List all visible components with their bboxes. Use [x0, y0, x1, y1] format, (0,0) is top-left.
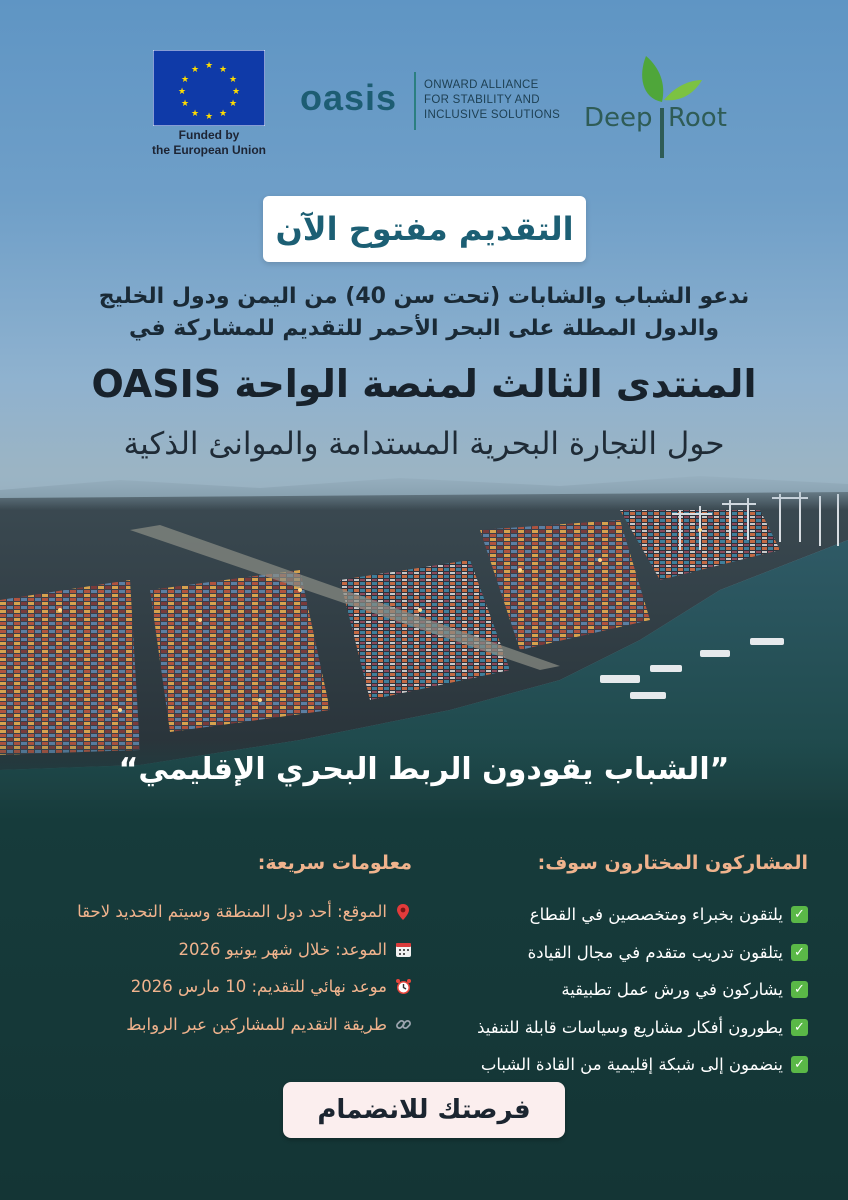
- svg-text:★: ★: [204, 61, 214, 71]
- quick-info-list: [72, 893, 412, 1043]
- list-item: [72, 893, 412, 931]
- link-icon: [394, 1015, 412, 1033]
- join-opportunity-button[interactable]: [283, 1082, 565, 1138]
- list-item: [72, 931, 412, 969]
- participant-benefit: ينضمون إلى شبكة إقليمية من القادة الشباب: [480, 1055, 783, 1075]
- port-photo: [0, 470, 848, 800]
- deeproot-logo: [582, 50, 737, 160]
- quick-info-deadline: موعد نهائي للتقديم: 10 مارس 2026: [130, 977, 387, 997]
- slogan: ”الشباب يقودون الربط البحري الإقليمي“: [118, 752, 730, 787]
- svg-text:★: ★: [180, 99, 190, 109]
- oasis-logo-subtitle: [424, 78, 560, 123]
- forum-title: المنتدى الثالث لمنصة الواحة OASIS: [91, 362, 757, 406]
- svg-text:★: ★: [180, 75, 190, 85]
- svg-text:★: ★: [177, 87, 187, 97]
- oasis-logo-word: oasis: [300, 77, 398, 118]
- applications-open-text: التقديم مفتوح الآن: [275, 210, 574, 248]
- check-mark-icon: ✓: [791, 944, 808, 961]
- svg-text:★: ★: [190, 109, 200, 119]
- participants-heading: المشاركون المختارون سوف:: [537, 852, 808, 874]
- list-item: [72, 968, 412, 1006]
- list-item: [418, 1046, 808, 1084]
- eu-caption: [140, 128, 278, 158]
- quick-info-location: الموقع: أحد دول المنطقة وسيتم التحديد لاحقا: [77, 902, 387, 922]
- check-mark-icon: ✓: [791, 981, 808, 998]
- check-mark-icon: ✓: [791, 906, 808, 923]
- eu-caption-line1: Funded by: [178, 128, 240, 142]
- participant-benefit: يشاركون في ورش عمل تطبيقية: [561, 980, 783, 1000]
- location-pin-icon: [394, 903, 412, 921]
- svg-text:★: ★: [231, 87, 241, 97]
- oasis-subtitle-line2: FOR STABILITY AND: [424, 94, 540, 106]
- svg-text:★: ★: [228, 75, 238, 85]
- oasis-subtitle-line3: INCLUSIVE SOLUTIONS: [424, 109, 561, 121]
- svg-text:★: ★: [218, 109, 228, 119]
- quick-info-date: الموعد: خلال شهر يونيو 2026: [178, 939, 387, 959]
- list-item: [418, 896, 808, 934]
- eu-caption-line2: the European Union: [152, 143, 266, 157]
- list-item: [72, 1006, 412, 1044]
- svg-text:★: ★: [228, 99, 238, 109]
- join-opportunity-label: فرصتك للانضمام: [317, 1095, 531, 1125]
- calendar-icon: [394, 940, 412, 958]
- deeproot-logo-right: Root: [668, 103, 727, 133]
- svg-text:★: ★: [204, 112, 214, 122]
- applications-open-banner: [263, 196, 586, 262]
- alarm-clock-icon: [394, 978, 412, 996]
- list-item: [418, 934, 808, 972]
- participants-list: [418, 896, 808, 1084]
- participant-benefit: يتلقون تدريب متقدم في مجال القيادة: [527, 942, 783, 962]
- list-item: [418, 971, 808, 1009]
- forum-subtitle: حول التجارة البحرية المستدامة والموانئ الذكية: [123, 426, 725, 462]
- oasis-subtitle-line1: ONWARD ALLIANCE: [424, 79, 539, 91]
- quick-info-heading: معلومات سريعة:: [257, 852, 412, 874]
- invitation-line-1: ندعو الشباب والشابات (تحت سن 40) من اليمن ودول الخليج: [98, 284, 750, 309]
- participant-benefit: يلتقون بخبراء ومتخصصين في القطاع: [529, 905, 783, 925]
- svg-text:★: ★: [218, 65, 228, 75]
- oasis-logo-divider: [414, 72, 416, 130]
- eu-flag-logo: [153, 50, 265, 126]
- svg-text:★: ★: [190, 65, 200, 75]
- list-item: [418, 1009, 808, 1047]
- check-mark-icon: ✓: [791, 1056, 808, 1073]
- quick-info-application-method: طريقة التقديم للمشاركين عبر الروابط: [126, 1014, 387, 1034]
- deeproot-logo-left: Deep: [584, 103, 653, 133]
- participant-benefit: يطورون أفكار مشاريع وسياسات قابلة للتنفيذ: [477, 1017, 783, 1037]
- invitation-line-2: والدول المطلة على البحر الأحمر للتقديم للمشاركة في: [128, 316, 720, 341]
- check-mark-icon: ✓: [791, 1019, 808, 1036]
